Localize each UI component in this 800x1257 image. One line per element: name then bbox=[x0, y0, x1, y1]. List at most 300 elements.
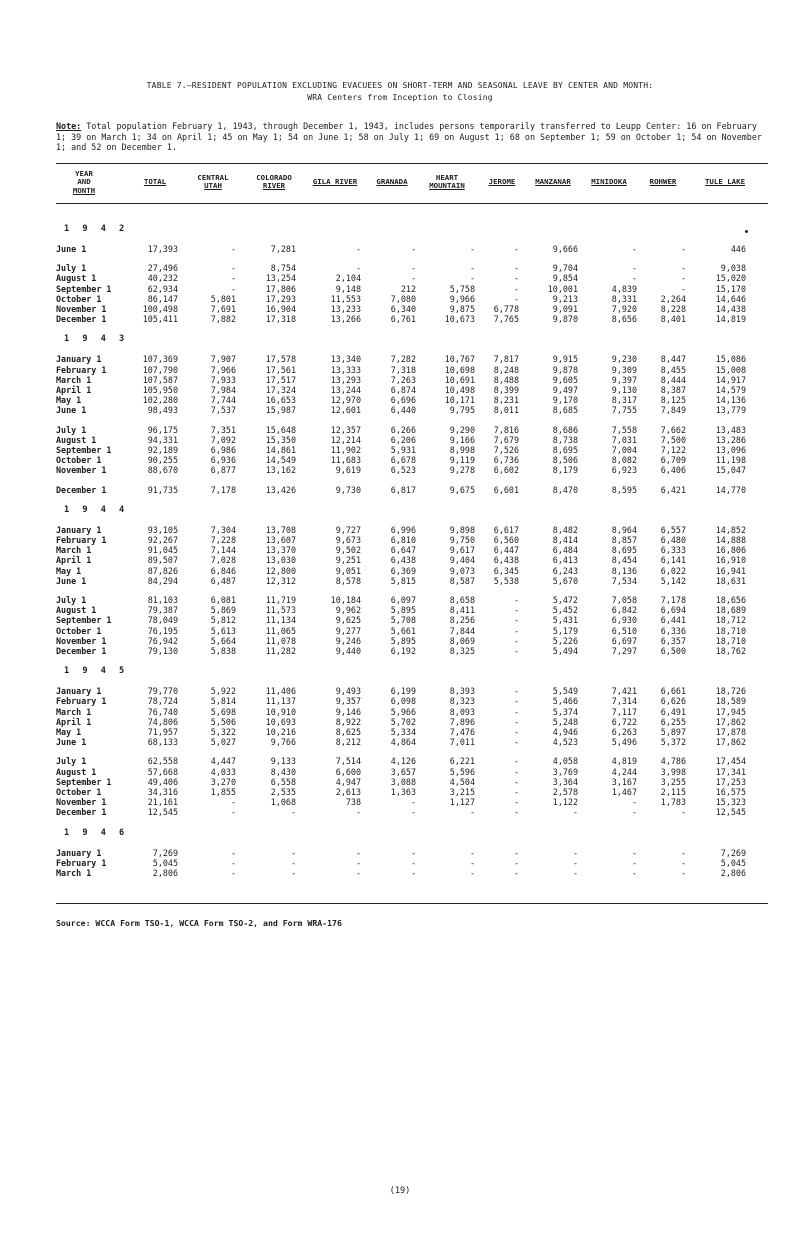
column-header-line: COLORADO bbox=[256, 173, 292, 182]
value-cell: 5,322 bbox=[210, 727, 236, 737]
value-cell: 11,198 bbox=[715, 455, 746, 466]
value-cell: 8,212 bbox=[335, 737, 361, 748]
value-cell: 6,761 bbox=[390, 314, 416, 325]
value-cell: 6,601 bbox=[493, 484, 519, 495]
value-cell: - bbox=[469, 244, 475, 254]
value-cell: 9,502 bbox=[335, 545, 361, 556]
value-cell: 12,970 bbox=[330, 395, 361, 406]
month-cell: November 1 bbox=[56, 635, 107, 646]
value-cell: 6,736 bbox=[493, 455, 519, 466]
value-cell: 1,467 bbox=[611, 787, 637, 797]
value-cell: 17,862 bbox=[715, 737, 746, 748]
table-row bbox=[0, 284, 800, 294]
value-cell: 79,130 bbox=[147, 646, 178, 656]
value-cell: 10,498 bbox=[444, 385, 475, 395]
value-cell: 10,691 bbox=[444, 374, 475, 385]
value-cell: 15,987 bbox=[265, 405, 296, 416]
value-cell: 7,966 bbox=[210, 364, 236, 375]
value-cell: 18,710 bbox=[715, 635, 746, 646]
table-row bbox=[0, 375, 800, 385]
value-cell: - bbox=[469, 807, 475, 818]
value-cell: 2,264 bbox=[660, 293, 686, 304]
value-cell: - bbox=[230, 263, 236, 274]
value-cell: - bbox=[572, 868, 578, 878]
table-row bbox=[0, 595, 800, 605]
value-cell: 9,440 bbox=[335, 646, 361, 656]
month-cell: February 1 bbox=[56, 696, 107, 707]
value-cell: 6,661 bbox=[660, 686, 686, 697]
value-cell: 9,119 bbox=[449, 455, 475, 466]
value-cell: 6,098 bbox=[390, 696, 416, 707]
value-cell: 11,683 bbox=[330, 455, 361, 466]
note-label: Note: bbox=[56, 121, 82, 131]
value-cell: 14,438 bbox=[715, 304, 746, 314]
value-cell: 6,484 bbox=[552, 545, 578, 556]
value-cell: 78,049 bbox=[147, 615, 178, 626]
month-cell: July 1 bbox=[56, 595, 87, 605]
value-cell: 3,657 bbox=[390, 766, 416, 777]
value-cell: 3,364 bbox=[552, 776, 578, 787]
value-cell: 88,670 bbox=[147, 465, 178, 476]
column-header-line: UTAH bbox=[204, 181, 222, 191]
value-cell: 5,869 bbox=[210, 605, 236, 616]
value-cell: 13,607 bbox=[265, 535, 296, 545]
value-cell: - bbox=[355, 857, 361, 868]
value-cell: - bbox=[680, 857, 686, 868]
value-cell: 57,668 bbox=[147, 766, 178, 777]
value-cell: 10,767 bbox=[444, 354, 475, 365]
value-cell: 9,309 bbox=[611, 364, 637, 375]
value-cell: 4,504 bbox=[449, 776, 475, 787]
value-cell: 13,254 bbox=[265, 273, 296, 284]
value-cell: 7,318 bbox=[390, 364, 416, 375]
value-cell: 6,421 bbox=[660, 484, 686, 495]
value-cell: 9,146 bbox=[335, 706, 361, 717]
value-cell: - bbox=[410, 807, 416, 818]
value-cell: 4,447 bbox=[210, 756, 236, 767]
value-cell: - bbox=[513, 244, 519, 254]
value-cell: 6,778 bbox=[493, 304, 519, 314]
column-header-line: MOUNTAIN bbox=[429, 181, 465, 191]
value-cell: 17,561 bbox=[265, 364, 296, 375]
value-cell: 5,466 bbox=[552, 696, 578, 707]
month-cell: November 1 bbox=[56, 465, 107, 476]
value-cell: 10,910 bbox=[265, 706, 296, 717]
value-cell: 2,104 bbox=[335, 273, 361, 284]
value-cell: 107,369 bbox=[142, 354, 178, 365]
value-cell: 10,673 bbox=[444, 314, 475, 325]
value-cell: 9,666 bbox=[552, 244, 578, 254]
value-cell: 6,141 bbox=[660, 555, 686, 566]
value-cell: - bbox=[680, 847, 686, 858]
value-cell: 14,819 bbox=[715, 314, 746, 325]
value-cell: 6,842 bbox=[611, 605, 637, 616]
month-cell: September 1 bbox=[56, 615, 112, 626]
value-cell: 5,670 bbox=[552, 575, 578, 586]
value-cell: 93,105 bbox=[147, 524, 178, 535]
value-cell: 17,318 bbox=[265, 314, 296, 325]
value-cell: - bbox=[410, 797, 416, 808]
value-cell: 71,957 bbox=[147, 727, 178, 737]
value-cell: 3,167 bbox=[611, 776, 637, 787]
value-cell: 9,878 bbox=[552, 364, 578, 375]
value-cell: - bbox=[290, 807, 296, 818]
value-cell: 446 bbox=[730, 244, 746, 254]
value-cell: 6,406 bbox=[660, 465, 686, 476]
value-cell: 7,817 bbox=[493, 354, 519, 365]
value-cell: 6,441 bbox=[660, 615, 686, 626]
value-cell: 7,228 bbox=[210, 535, 236, 545]
value-cell: - bbox=[513, 737, 519, 748]
speck-mark bbox=[745, 230, 748, 233]
value-cell: 9,898 bbox=[449, 524, 475, 535]
value-cell: 7,514 bbox=[335, 756, 361, 767]
value-cell: 9,091 bbox=[552, 304, 578, 314]
table-row bbox=[0, 707, 800, 717]
value-cell: 6,440 bbox=[390, 405, 416, 416]
value-cell: 12,214 bbox=[330, 434, 361, 445]
value-cell: 49,406 bbox=[147, 776, 178, 787]
table-row bbox=[0, 605, 800, 615]
column-header bbox=[52, 170, 116, 195]
value-cell: 11,282 bbox=[265, 646, 296, 656]
table-row bbox=[0, 696, 800, 706]
value-cell: 6,333 bbox=[660, 545, 686, 556]
value-cell: 11,553 bbox=[330, 293, 361, 304]
value-cell: 7,269 bbox=[720, 847, 746, 858]
column-header bbox=[631, 178, 695, 186]
value-cell: 8,179 bbox=[552, 465, 578, 476]
value-cell: 16,653 bbox=[265, 395, 296, 406]
value-cell: 4,864 bbox=[390, 737, 416, 748]
value-cell: 18,726 bbox=[715, 686, 746, 697]
value-cell: - bbox=[513, 605, 519, 616]
value-cell: 7,004 bbox=[611, 445, 637, 455]
value-cell: 7,691 bbox=[210, 304, 236, 314]
value-cell: 6,447 bbox=[493, 545, 519, 556]
value-cell: 14,646 bbox=[715, 293, 746, 304]
table-row bbox=[0, 545, 800, 555]
month-cell: December 1 bbox=[56, 646, 107, 656]
value-cell: - bbox=[355, 807, 361, 818]
value-cell: 90,255 bbox=[147, 455, 178, 466]
value-cell: - bbox=[631, 273, 637, 284]
month-cell: June 1 bbox=[56, 737, 87, 748]
value-cell: - bbox=[513, 727, 519, 737]
value-cell: 6,523 bbox=[390, 465, 416, 476]
value-cell: - bbox=[290, 847, 296, 858]
value-cell: 8,401 bbox=[660, 314, 686, 325]
value-cell: 96,175 bbox=[147, 424, 178, 435]
table-row bbox=[0, 686, 800, 696]
value-cell: 8,411 bbox=[449, 605, 475, 616]
value-cell: 17,454 bbox=[715, 756, 746, 767]
value-cell: - bbox=[230, 283, 236, 294]
value-cell: 15,047 bbox=[715, 465, 746, 476]
value-cell: 13,162 bbox=[265, 465, 296, 476]
table-row bbox=[0, 636, 800, 646]
value-cell: 5,613 bbox=[210, 625, 236, 636]
value-cell: 10,001 bbox=[547, 283, 578, 294]
month-cell: September 1 bbox=[56, 283, 112, 294]
value-cell: 7,297 bbox=[611, 646, 637, 656]
value-cell: - bbox=[230, 797, 236, 808]
value-cell: 15,086 bbox=[715, 354, 746, 365]
value-cell: 5,045 bbox=[152, 857, 178, 868]
month-cell: November 1 bbox=[56, 797, 107, 808]
value-cell: 11,078 bbox=[265, 635, 296, 646]
value-cell: 11,137 bbox=[265, 696, 296, 707]
value-cell: 6,936 bbox=[210, 455, 236, 466]
value-cell: - bbox=[680, 283, 686, 294]
value-cell: - bbox=[513, 868, 519, 878]
value-cell: 7,816 bbox=[493, 424, 519, 435]
month-cell: May 1 bbox=[56, 395, 82, 406]
value-cell: 8,256 bbox=[449, 615, 475, 626]
table-row bbox=[0, 737, 800, 747]
value-cell: 13,779 bbox=[715, 405, 746, 416]
value-cell: - bbox=[513, 625, 519, 636]
value-cell: 98,493 bbox=[147, 405, 178, 416]
value-cell: 9,493 bbox=[335, 686, 361, 697]
value-cell: 7,500 bbox=[660, 434, 686, 445]
value-cell: 9,277 bbox=[335, 625, 361, 636]
table-row bbox=[0, 314, 800, 324]
value-cell: 8,231 bbox=[493, 395, 519, 406]
value-cell: - bbox=[513, 857, 519, 868]
month-cell: October 1 bbox=[56, 455, 102, 466]
value-cell: 84,294 bbox=[147, 575, 178, 586]
value-cell: 18,710 bbox=[715, 625, 746, 636]
value-cell: 17,324 bbox=[265, 385, 296, 395]
table-title bbox=[0, 80, 800, 104]
value-cell: 6,510 bbox=[611, 625, 637, 636]
column-header bbox=[123, 178, 187, 186]
value-cell: 1,122 bbox=[552, 797, 578, 808]
value-cell: 11,719 bbox=[265, 595, 296, 605]
value-cell: 11,406 bbox=[265, 686, 296, 697]
month-cell: November 1 bbox=[56, 304, 107, 314]
value-cell: 9,148 bbox=[335, 283, 361, 294]
value-cell: 5,966 bbox=[390, 706, 416, 717]
value-cell: - bbox=[513, 283, 519, 294]
value-cell: 8,454 bbox=[611, 555, 637, 566]
value-cell: 10,184 bbox=[330, 595, 361, 605]
value-cell: 7,028 bbox=[210, 555, 236, 566]
value-cell: 15,020 bbox=[715, 273, 746, 284]
value-cell: - bbox=[513, 766, 519, 777]
value-cell: 5,897 bbox=[660, 727, 686, 737]
value-cell: 17,293 bbox=[265, 293, 296, 304]
value-cell: 17,878 bbox=[715, 727, 746, 737]
value-cell: 91,735 bbox=[147, 484, 178, 495]
table-row bbox=[0, 797, 800, 807]
value-cell: - bbox=[631, 263, 637, 274]
table-row bbox=[0, 646, 800, 656]
value-cell: 18,631 bbox=[715, 575, 746, 586]
value-cell: 738 bbox=[345, 797, 361, 808]
value-cell: 9,730 bbox=[335, 484, 361, 495]
value-cell: 5,814 bbox=[210, 696, 236, 707]
value-cell: 3,255 bbox=[660, 776, 686, 787]
column-header-line: MANZANAR bbox=[535, 177, 571, 186]
value-cell: - bbox=[680, 273, 686, 284]
value-cell: 6,206 bbox=[390, 434, 416, 445]
value-cell: 100,498 bbox=[142, 304, 178, 314]
value-cell: 10,693 bbox=[265, 716, 296, 727]
table-row bbox=[0, 485, 800, 495]
value-cell: 4,033 bbox=[210, 766, 236, 777]
column-header bbox=[693, 178, 757, 186]
value-cell: 5,661 bbox=[390, 625, 416, 636]
month-cell: July 1 bbox=[56, 424, 87, 435]
table-row bbox=[0, 615, 800, 625]
table-row bbox=[0, 425, 800, 435]
value-cell: 8,470 bbox=[552, 484, 578, 495]
value-cell: 15,648 bbox=[265, 424, 296, 435]
value-cell: 6,923 bbox=[611, 465, 637, 476]
month-cell: February 1 bbox=[56, 364, 107, 375]
value-cell: 5,506 bbox=[210, 716, 236, 727]
value-cell: 11,573 bbox=[265, 605, 296, 616]
month-cell: September 1 bbox=[56, 445, 112, 455]
year-label: 1 9 4 3 bbox=[64, 334, 129, 345]
month-cell: September 1 bbox=[56, 776, 112, 787]
value-cell: - bbox=[631, 244, 637, 254]
value-cell: 6,709 bbox=[660, 455, 686, 466]
table-row bbox=[0, 445, 800, 455]
month-cell: February 1 bbox=[56, 857, 107, 868]
value-cell: 6,345 bbox=[493, 565, 519, 576]
value-cell: 8,922 bbox=[335, 716, 361, 727]
table-title-line-2: WRA Centers from Inception to Closing bbox=[307, 93, 493, 102]
value-cell: 18,656 bbox=[715, 595, 746, 605]
value-cell: 8,482 bbox=[552, 524, 578, 535]
value-cell: 6,817 bbox=[390, 484, 416, 495]
value-cell: 6,480 bbox=[660, 535, 686, 545]
value-cell: - bbox=[410, 244, 416, 254]
value-cell: 7,933 bbox=[210, 374, 236, 385]
value-cell: - bbox=[680, 807, 686, 818]
value-cell: 5,895 bbox=[390, 605, 416, 616]
value-cell: 4,947 bbox=[335, 776, 361, 787]
value-cell: 9,246 bbox=[335, 635, 361, 646]
table-row bbox=[0, 294, 800, 304]
value-cell: - bbox=[513, 696, 519, 707]
value-cell: 9,605 bbox=[552, 374, 578, 385]
month-cell: August 1 bbox=[56, 605, 97, 616]
value-cell: 8,695 bbox=[611, 545, 637, 556]
value-cell: 9,915 bbox=[552, 354, 578, 365]
value-cell: - bbox=[513, 706, 519, 717]
value-cell: - bbox=[469, 868, 475, 878]
value-cell: 7,882 bbox=[210, 314, 236, 325]
value-cell: 8,444 bbox=[660, 374, 686, 385]
value-cell: 6,626 bbox=[660, 696, 686, 707]
table-row bbox=[0, 465, 800, 475]
value-cell: 7,844 bbox=[449, 625, 475, 636]
value-cell: 13,293 bbox=[330, 374, 361, 385]
value-cell: - bbox=[469, 857, 475, 868]
value-cell: - bbox=[469, 273, 475, 284]
value-cell: 10,171 bbox=[444, 395, 475, 406]
value-cell: 8,069 bbox=[449, 635, 475, 646]
value-cell: 8,625 bbox=[335, 727, 361, 737]
value-cell: - bbox=[513, 646, 519, 656]
value-cell: 6,722 bbox=[611, 716, 637, 727]
value-cell: 40,232 bbox=[147, 273, 178, 284]
value-cell: 5,801 bbox=[210, 293, 236, 304]
value-cell: 7,662 bbox=[660, 424, 686, 435]
value-cell: - bbox=[355, 244, 361, 254]
value-cell: 6,500 bbox=[660, 646, 686, 656]
value-cell: 13,266 bbox=[330, 314, 361, 325]
value-cell: 2,115 bbox=[660, 787, 686, 797]
table-row bbox=[0, 566, 800, 576]
value-cell: 7,476 bbox=[449, 727, 475, 737]
value-cell: 8,430 bbox=[270, 766, 296, 777]
value-cell: 1,363 bbox=[390, 787, 416, 797]
year-label: 1 9 4 5 bbox=[64, 666, 129, 677]
value-cell: 105,950 bbox=[142, 385, 178, 395]
value-cell: - bbox=[513, 797, 519, 808]
value-cell: 14,136 bbox=[715, 395, 746, 406]
value-cell: - bbox=[572, 807, 578, 818]
value-cell: 7,282 bbox=[390, 354, 416, 365]
month-cell: April 1 bbox=[56, 385, 92, 395]
value-cell: 9,727 bbox=[335, 524, 361, 535]
value-cell: - bbox=[513, 686, 519, 697]
value-cell: 27,496 bbox=[147, 263, 178, 274]
value-cell: 89,507 bbox=[147, 555, 178, 566]
month-cell: March 1 bbox=[56, 868, 92, 878]
value-cell: 10,216 bbox=[265, 727, 296, 737]
value-cell: 13,030 bbox=[265, 555, 296, 566]
month-cell: October 1 bbox=[56, 625, 102, 636]
table-row bbox=[0, 395, 800, 405]
value-cell: 7,304 bbox=[210, 524, 236, 535]
value-cell: 6,491 bbox=[660, 706, 686, 717]
value-cell: 16,941 bbox=[715, 565, 746, 576]
value-cell: 5,815 bbox=[390, 575, 416, 586]
value-cell: 15,170 bbox=[715, 283, 746, 294]
value-cell: - bbox=[230, 847, 236, 858]
value-cell: 17,945 bbox=[715, 706, 746, 717]
value-cell: 6,081 bbox=[210, 595, 236, 605]
value-cell: - bbox=[230, 868, 236, 878]
value-cell: 17,253 bbox=[715, 776, 746, 787]
value-cell: 7,907 bbox=[210, 354, 236, 365]
month-cell: August 1 bbox=[56, 766, 97, 777]
value-cell: 4,523 bbox=[552, 737, 578, 748]
value-cell: 5,045 bbox=[720, 857, 746, 868]
value-cell: 9,073 bbox=[449, 565, 475, 576]
value-cell: 7,281 bbox=[270, 244, 296, 254]
value-cell: 34,316 bbox=[147, 787, 178, 797]
value-cell: - bbox=[513, 776, 519, 787]
value-cell: 8,399 bbox=[493, 385, 519, 395]
value-cell: 9,795 bbox=[449, 405, 475, 416]
value-cell: 94,331 bbox=[147, 434, 178, 445]
value-cell: 4,819 bbox=[611, 756, 637, 767]
value-cell: 4,126 bbox=[390, 756, 416, 767]
month-cell: June 1 bbox=[56, 244, 87, 254]
note-text: Total population February 1, 1943, through December 1, 1943, includes persons temporarily transferred to Leupp Center: 16 on February 1; 39 on March 1; 34 on April 1; 45 on May 1; 54 on June 1; 58 on July 1; 69 on August 1; 68 on September 1; 59 on October 1; 54 on November 1; and 52 on December 1. bbox=[56, 121, 762, 153]
value-cell: 8,136 bbox=[611, 565, 637, 576]
month-cell: March 1 bbox=[56, 374, 92, 385]
value-cell: 12,545 bbox=[715, 807, 746, 818]
value-cell: 6,602 bbox=[493, 465, 519, 476]
